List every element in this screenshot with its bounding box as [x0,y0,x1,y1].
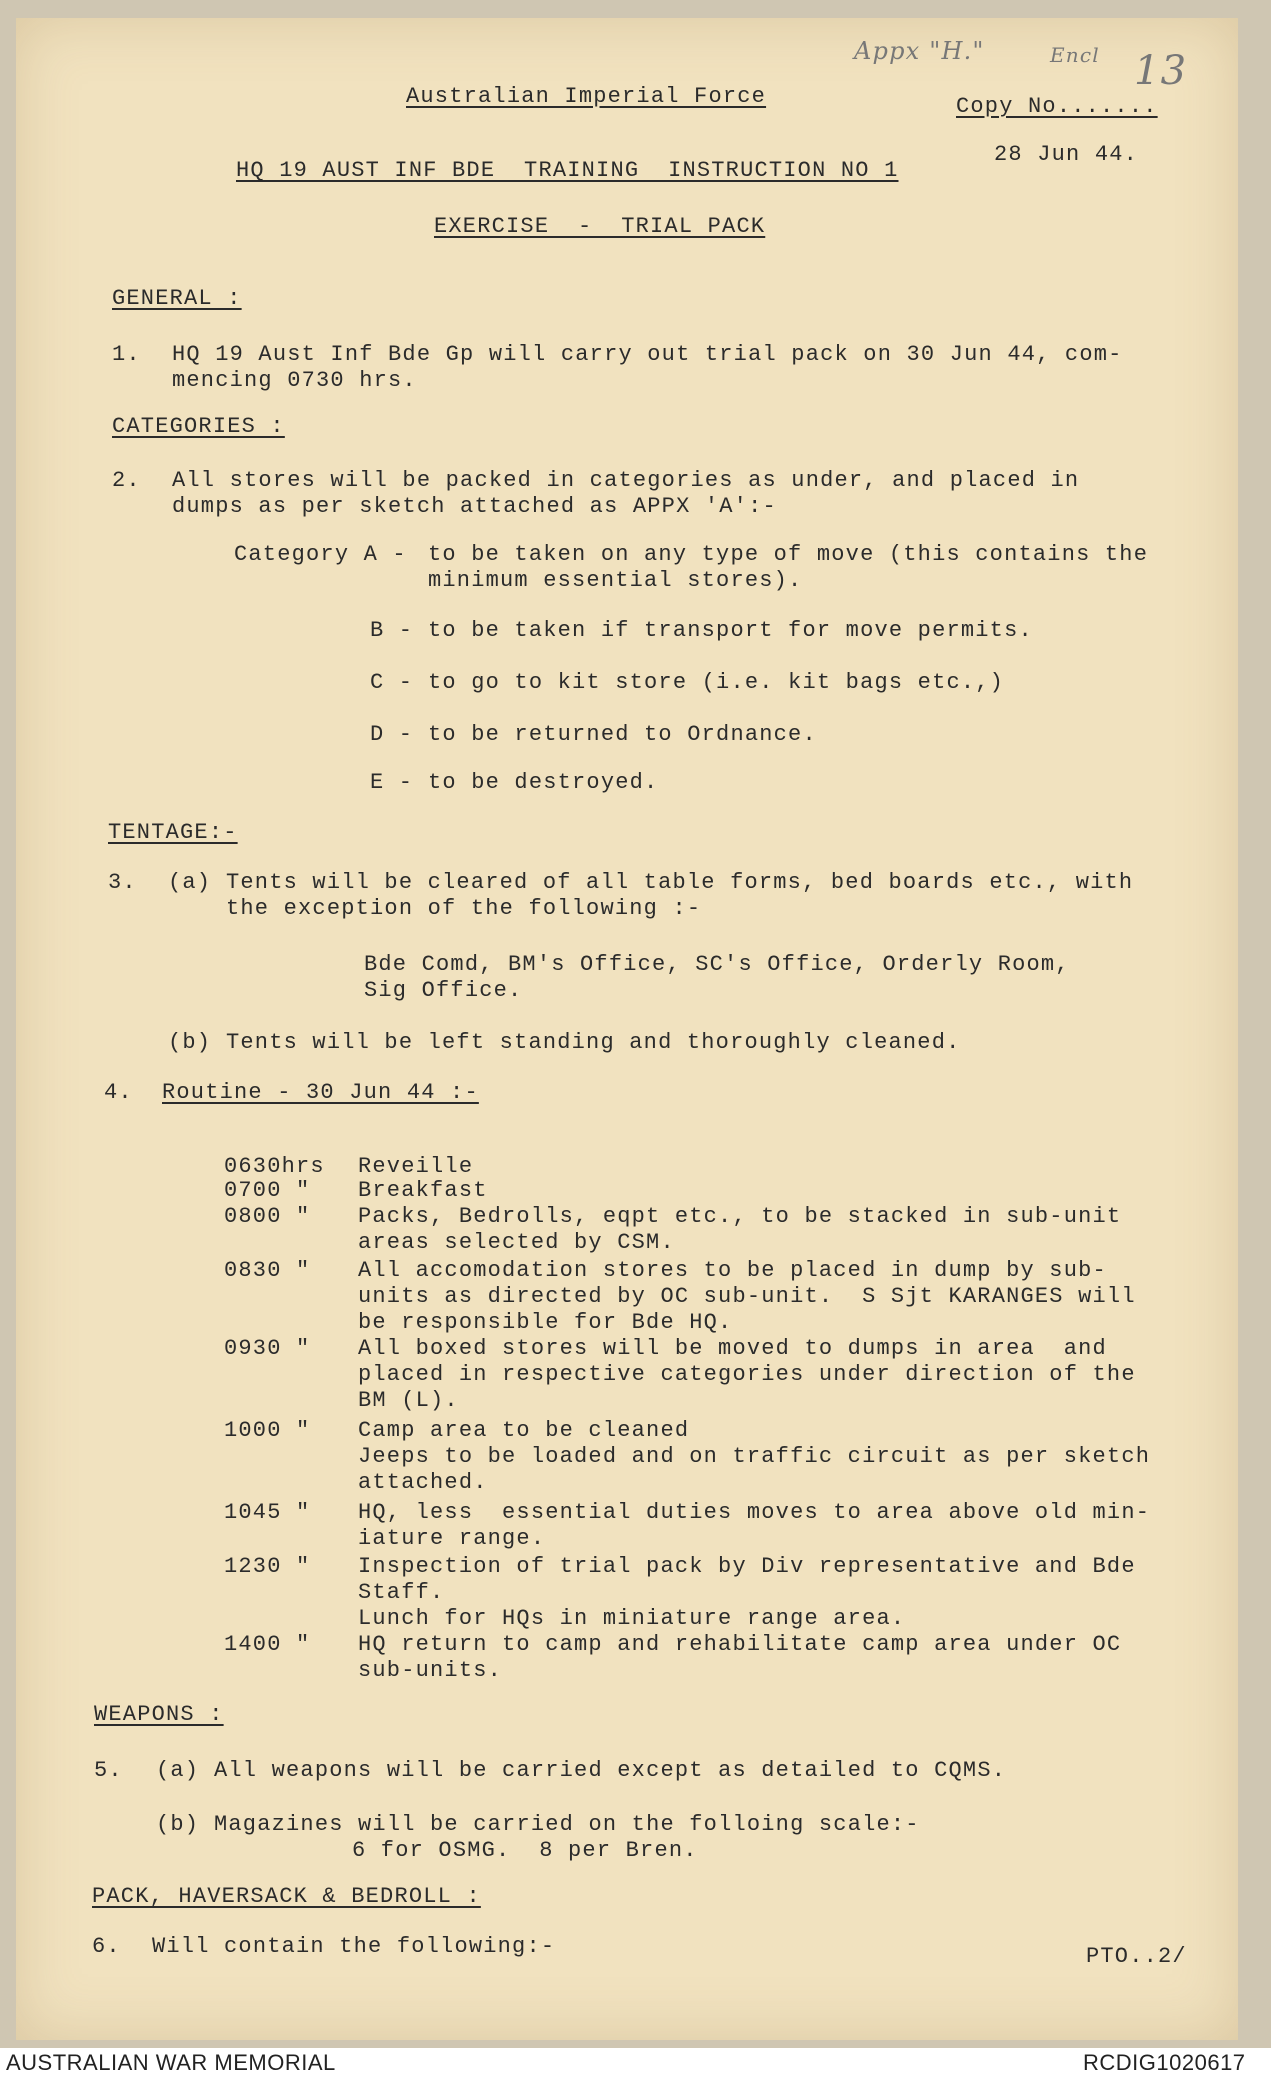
weapons-heading: WEAPONS : [94,1702,224,1727]
routine-activity: Jeeps to be loaded and on traffic circuit as per sketch [358,1444,1151,1469]
routine-activity: Inspection of trial pack by Div representative and Bde [358,1554,1136,1579]
routine-activity: be responsible for Bde HQ. [358,1310,733,1335]
routine-activity: Camp area to be cleaned [358,1418,690,1443]
tentage-heading: TENTAGE:- [108,820,238,845]
routine-activity: BM (L). [358,1388,459,1413]
para-3a-line-4: Sig Office. [364,978,523,1003]
para-5b-line-1: Magazines will be carried on the folloing scale:- [214,1812,920,1837]
routine-time: 1230 " [224,1554,311,1579]
category-c-label: C - [370,670,414,695]
para-1-line-2: mencing 0730 hrs. [172,368,417,393]
routine-time: 1045 " [224,1500,311,1525]
routine-time: 1000 " [224,1418,311,1443]
routine-activity: areas selected by CSM. [358,1230,675,1255]
para-3b-text: Tents will be left standing and thoroughly cleaned. [226,1030,961,1055]
routine-time: 0700 " [224,1178,311,1203]
routine-heading: Routine - 30 Jun 44 :- [162,1080,479,1105]
routine-activity: Packs, Bedrolls, eqpt etc., to be stacked in sub-unit [358,1204,1122,1229]
para-1-line-1: HQ 19 Aust Inf Bde Gp will carry out trial pack on 30 Jun 44, com- [172,342,1123,367]
para-3a-line-1: Tents will be cleared of all table forms, bed boards etc., with [226,870,1134,895]
folio-number: 13 [1134,48,1188,94]
routine-activity: Lunch for HQs in miniature range area. [358,1606,906,1631]
routine-activity: All boxed stores will be moved to dumps in area and [358,1336,1107,1361]
routine-activity: units as directed by OC sub-unit. S Sjt KARANGES will [358,1284,1136,1309]
category-b-text: to be taken if transport for move permits. [428,618,1033,643]
para-5a-text: All weapons will be carried except as detailed to CQMS. [214,1758,1007,1783]
footer-identifier: RCDIG1020617 [1083,2050,1246,2075]
para-3a-label: (a) [168,870,212,895]
instruction-title: HQ 19 AUST INF BDE TRAINING INSTRUCTION NO 1 [236,158,899,183]
document-page [16,18,1238,2040]
copy-number: Copy No....... [956,94,1158,119]
routine-activity: Reveille [358,1154,474,1179]
para-3-number: 3. [108,870,137,895]
para-5a-label: (a) [156,1758,200,1783]
routine-activity: iature range. [358,1526,546,1551]
para-1-number: 1. [112,342,141,367]
routine-activity: Breakfast [358,1178,488,1203]
routine-activity: HQ return to camp and rehabilitate camp area under OC [358,1632,1122,1657]
routine-activity: Staff. [358,1580,445,1605]
routine-time: 0830 " [224,1258,311,1283]
routine-activity: attached. [358,1470,488,1495]
footer-source: AUSTRALIAN WAR MEMORIAL [6,2050,336,2075]
para-6-number: 6. [92,1934,121,1959]
routine-activity: sub-units. [358,1658,503,1683]
para-2-line-1: All stores will be packed in categories as under, and placed in [172,468,1080,493]
category-a-label: Category A - [234,542,407,567]
routine-activity: placed in respective categories under direction of the [358,1362,1136,1387]
para-4-number: 4. [104,1080,133,1105]
category-e-label: E - [370,770,414,795]
category-e-text: to be destroyed. [428,770,659,795]
routine-time: 0930 " [224,1336,311,1361]
categories-heading: CATEGORIES : [112,414,285,439]
para-5b-label: (b) [156,1812,200,1837]
routine-time: 0800 " [224,1204,311,1229]
para-6-text: Will contain the following:- [152,1934,556,1959]
exercise-title: EXERCISE - TRIAL PACK [434,214,766,239]
routine-activity: All accomodation stores to be placed in dump by sub- [358,1258,1107,1283]
appx-annotation: Appx "H." [854,37,985,65]
category-a-line-1: to be taken on any type of move (this contains the [428,542,1149,567]
para-2-line-2: dumps as per sketch attached as APPX 'A':- [172,494,777,519]
para-3b-label: (b) [168,1030,212,1055]
pack-heading: PACK, HAVERSACK & BEDROLL : [92,1884,481,1909]
general-heading: GENERAL : [112,286,242,311]
routine-time: 1400 " [224,1632,311,1657]
para-5-number: 5. [94,1758,123,1783]
encl-annotation: Encl [1050,43,1100,67]
category-a-line-2: minimum essential stores). [428,568,803,593]
para-3a-line-2: the exception of the following :- [226,896,702,921]
organisation-heading: Australian Imperial Force [406,84,767,109]
category-d-text: to be returned to Ordnance. [428,722,817,747]
document-date: 28 Jun 44. [994,142,1139,167]
category-d-label: D - [370,722,414,747]
para-3a-line-3: Bde Comd, BM's Office, SC's Office, Orderly Room, [364,952,1070,977]
pto-note: PTO..2/ [1086,1944,1187,1969]
category-c-text: to go to kit store (i.e. kit bags etc.,) [428,670,1005,695]
routine-time: 0630hrs [224,1154,325,1179]
para-2-number: 2. [112,468,141,493]
routine-activity: HQ, less essential duties moves to area above old min- [358,1500,1151,1525]
para-5b-line-2: 6 for OSMG. 8 per Bren. [352,1838,698,1863]
category-b-label: B - [370,618,414,643]
